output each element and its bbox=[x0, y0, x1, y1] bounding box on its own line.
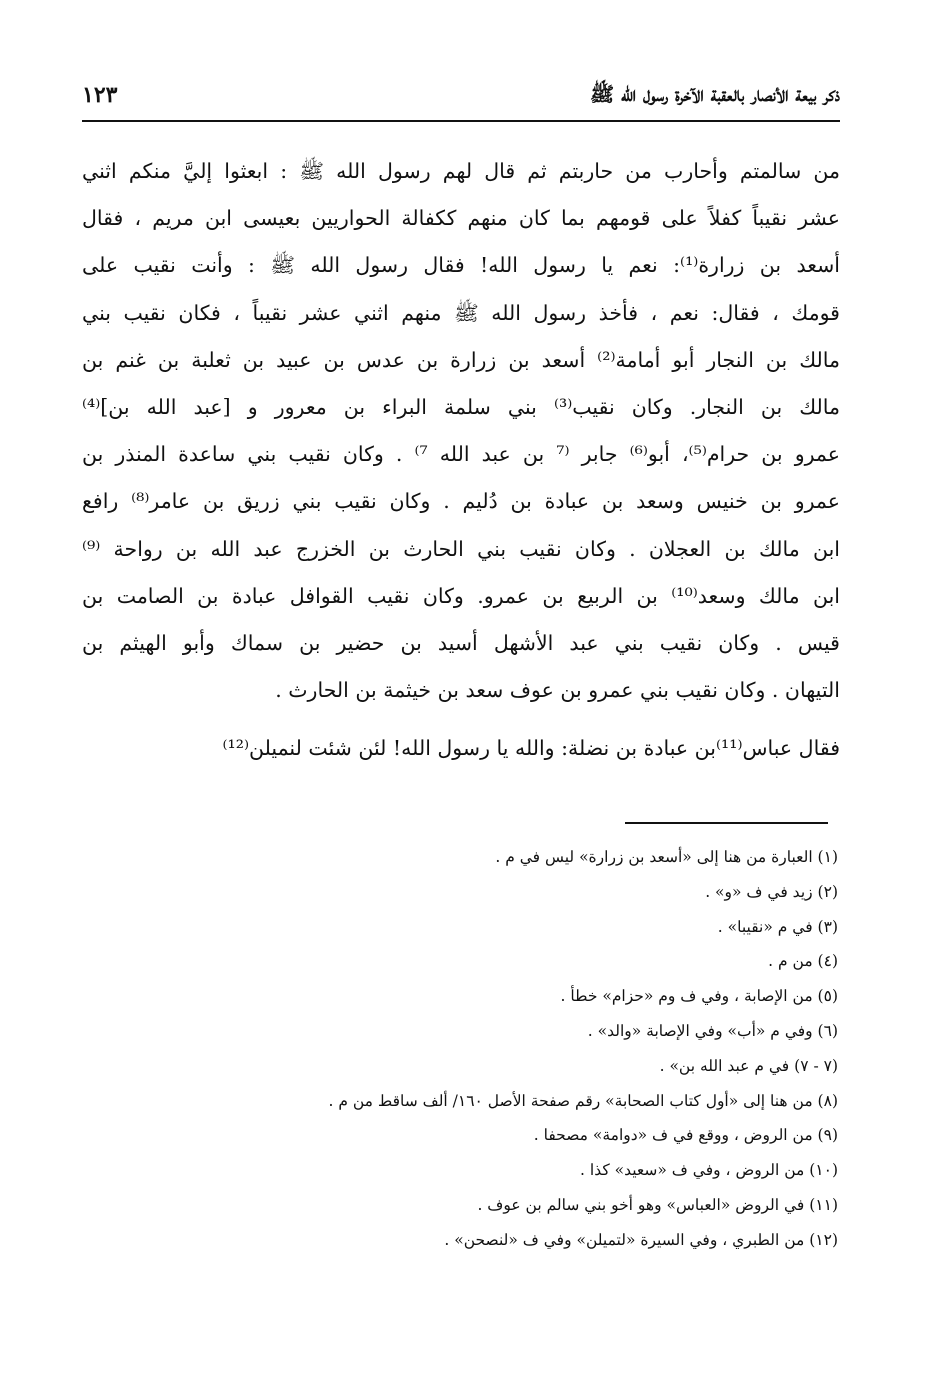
second-paragraph bbox=[82, 725, 840, 772]
text-line: ابن مالك بن العجلان . وكان نقيب بني الحارث بن الخزرج عبد الله بن رواحة ⁽⁹⁾ bbox=[82, 536, 840, 561]
text-line: قيس . وكان نقيب بني عبد الأشهل أسيد بن حضير بن سماك وأبو الهيثم بن bbox=[82, 630, 840, 655]
text-line: عمرو بن خنيس وسعد بن عبادة بن دُليم . وكان نقيب بني زريق بن عامر⁽⁸⁾ رافع bbox=[82, 489, 840, 514]
footnotes bbox=[82, 840, 838, 1258]
page-header bbox=[82, 76, 840, 116]
text-line: التيهان . وكان نقيب بني عمرو بن عوف سعد بن خيثمة بن الحارث . bbox=[275, 678, 840, 703]
text-line: قومك ، فقال: نعم ، فأخذ رسول الله ﷺ منهم اثني عشر نقيباً ، فكان نقيب بني bbox=[82, 300, 840, 325]
text-line: عمرو بن حرام⁽⁵⁾، أبو⁽⁶⁾ جابر ⁽⁷ بن عبد الله ⁷⁾ . وكان نقيب بني ساعدة المنذر بن bbox=[82, 442, 840, 467]
text-line: مالك بن النجار. وكان نقيب⁽³⁾ بني سلمة البراء بن معرور و [عبد الله بن]⁽⁴⁾ bbox=[82, 394, 840, 419]
footnote: (٥) من الإصابة ، وفي ف وم «حزام» خطأ . bbox=[560, 987, 838, 1006]
footnote: (١) العبارة من هنا إلى «أسعد بن زرارة» ليس في م . bbox=[495, 848, 838, 866]
footnote: (٨) من هنا إلى «أول كتاب الصحابة» رقم صفحة الأصل ١٦٠/ ألف ساقط من م . bbox=[328, 1091, 838, 1110]
text-line: ابن مالك وسعد⁽¹⁰⁾ بن الربيع بن عمرو. وكان نقيب القوافل عبادة بن الصامت بن bbox=[82, 583, 840, 608]
main-paragraph bbox=[82, 148, 840, 714]
footnote: (١١) في الروض «العباس» وهو أخو بني سالم بن عوف . bbox=[477, 1195, 838, 1214]
footnote: (١٠) من الروض ، وفي ف «سعيد» كذا . bbox=[580, 1161, 838, 1180]
footnote: (٧ - ٧) في م عبد الله بن» . bbox=[659, 1056, 838, 1075]
page-number: ١٢٣ bbox=[82, 82, 118, 108]
text-line: فقال عباس⁽¹¹⁾بن عبادة بن نضلة: والله يا رسول الله! لئن شئت لنميلن⁽¹²⁾ bbox=[222, 736, 840, 760]
footnote: (٩) من الروض ، ووقع في ف «دوامة» مصحفا . bbox=[533, 1126, 838, 1145]
footnote: (٢) زيد في ف «و» . bbox=[705, 882, 838, 901]
text-line: عشر نقيباً كفلاً على قومهم بما كان منهم ككفالة الحواريين بعيسى ابن مريم ، فقال bbox=[82, 206, 840, 231]
header-rule bbox=[82, 120, 840, 122]
footnote: (١٢) من الطبري ، وفي السيرة «لتميلن» وفي ف «لنصحن» . bbox=[444, 1230, 838, 1249]
footnote: (٤) من م . bbox=[768, 952, 838, 971]
text-line: من سالمتم وأحارب من حاربتم ثم قال لهم رسول الله ﷺ : ابعثوا إليَّ منكم اثني bbox=[82, 159, 840, 183]
footnote: (٦) وفي م «أب» وفي الإصابة «والد» . bbox=[587, 1021, 838, 1040]
footnote-separator bbox=[625, 822, 828, 824]
footnote: (٣) في م «نقيبا» . bbox=[717, 917, 838, 936]
running-title: ذكر بيعة الأنصار بالعقبة الآخرة رسول الله ﷺ bbox=[589, 82, 840, 106]
text-line: أسعد بن زرارة⁽¹⁾: نعم يا رسول الله! فقال رسول الله ﷺ : وأنت نقيب على bbox=[82, 253, 840, 278]
text-line: مالك بن النجار أبو أمامة⁽²⁾ أسعد بن زرارة بن عدس بن عبيد بن ثعلبة بن غنم بن bbox=[82, 347, 840, 372]
